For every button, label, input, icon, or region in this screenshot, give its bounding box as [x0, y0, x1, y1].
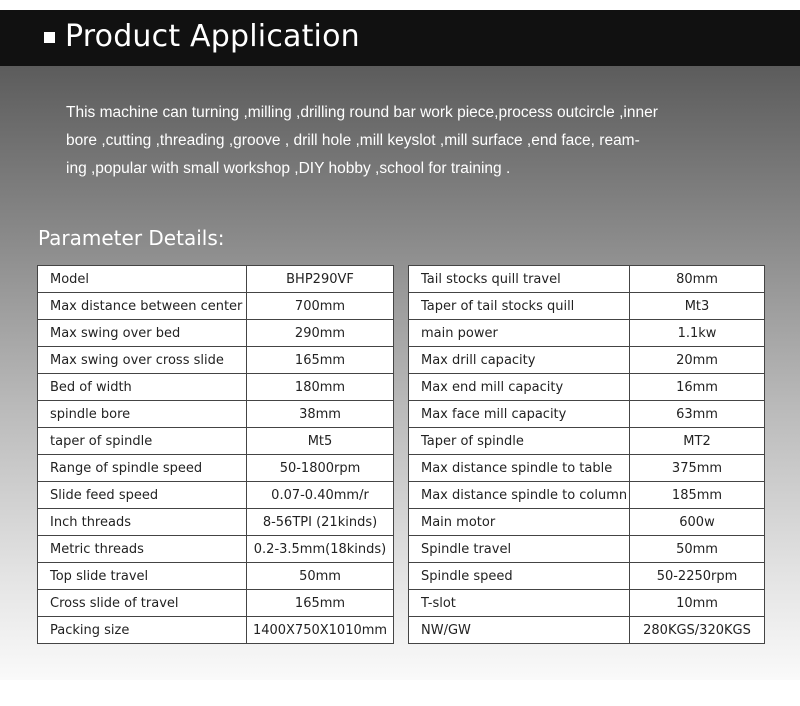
- table-row: [38, 455, 394, 482]
- parameter-value: 80mm: [630, 266, 765, 293]
- parameter-name: taper of spindle: [38, 428, 247, 455]
- table-row: [409, 617, 765, 644]
- parameter-value: 8-56TPI (21kinds): [247, 509, 394, 536]
- parameter-value: 700mm: [247, 293, 394, 320]
- parameter-value: 50mm: [630, 536, 765, 563]
- parameter-value: Mt5: [247, 428, 394, 455]
- table-row: [409, 401, 765, 428]
- table-row: [38, 374, 394, 401]
- parameter-value: 63mm: [630, 401, 765, 428]
- parameter-name: Spindle speed: [409, 563, 630, 590]
- table-row: [38, 293, 394, 320]
- table-row: [38, 563, 394, 590]
- parameter-value: 1400X750X1010mm: [247, 617, 394, 644]
- parameter-name: Top slide travel: [38, 563, 247, 590]
- parameter-name: Spindle travel: [409, 536, 630, 563]
- parameter-name: Taper of spindle: [409, 428, 630, 455]
- parameter-name: Taper of tail stocks quill: [409, 293, 630, 320]
- table-row: [38, 428, 394, 455]
- table-row: [409, 347, 765, 374]
- parameter-name: Slide feed speed: [38, 482, 247, 509]
- table-row: [409, 590, 765, 617]
- parameter-name: Tail stocks quill travel: [409, 266, 630, 293]
- parameter-name: Packing size: [38, 617, 247, 644]
- parameter-value: 280KGS/320KGS: [630, 617, 765, 644]
- parameter-name: Model: [38, 266, 247, 293]
- table-row: [38, 536, 394, 563]
- parameter-name: Max distance spindle to table: [409, 455, 630, 482]
- product-description: [66, 99, 676, 183]
- parameter-value: 165mm: [247, 347, 394, 374]
- parameter-details-heading: Parameter Details:: [38, 226, 225, 250]
- parameter-value: 180mm: [247, 374, 394, 401]
- parameter-value: 10mm: [630, 590, 765, 617]
- table-row: [409, 536, 765, 563]
- parameter-value: 0.2-3.5mm(18kinds): [247, 536, 394, 563]
- parameter-value: 600w: [630, 509, 765, 536]
- parameter-name: Max end mill capacity: [409, 374, 630, 401]
- parameter-name: T-slot: [409, 590, 630, 617]
- table-row: [38, 266, 394, 293]
- parameter-value: 38mm: [247, 401, 394, 428]
- parameter-value: 1.1kw: [630, 320, 765, 347]
- parameter-value: 16mm: [630, 374, 765, 401]
- description-line: This machine can turning ,milling ,drilling round bar work piece,process outcircle ,inner: [66, 104, 658, 121]
- parameter-value: MT2: [630, 428, 765, 455]
- parameter-name: Metric threads: [38, 536, 247, 563]
- table-row: [409, 563, 765, 590]
- parameter-name: Main motor: [409, 509, 630, 536]
- parameter-value: 290mm: [247, 320, 394, 347]
- description-line: bore ,cutting ,threading ,groove , drill hole ,mill keyslot ,mill surface ,end face, ream-: [66, 132, 640, 149]
- parameter-value: 375mm: [630, 455, 765, 482]
- description-line: ing ,popular with small workshop ,DIY hobby ,school for training .: [66, 160, 511, 177]
- table-row: [409, 428, 765, 455]
- parameter-name: Cross slide of travel: [38, 590, 247, 617]
- parameter-value: Mt3: [630, 293, 765, 320]
- parameter-name: Max drill capacity: [409, 347, 630, 374]
- table-row: [409, 455, 765, 482]
- parameter-name: Range of spindle speed: [38, 455, 247, 482]
- parameter-value: 185mm: [630, 482, 765, 509]
- parameter-value: 50-2250rpm: [630, 563, 765, 590]
- parameter-value: 20mm: [630, 347, 765, 374]
- table-row: [38, 482, 394, 509]
- parameter-name: NW/GW: [409, 617, 630, 644]
- table-row: [409, 482, 765, 509]
- parameter-name: Max distance between center: [38, 293, 247, 320]
- table-row: [38, 590, 394, 617]
- table-row: [409, 374, 765, 401]
- parameter-name: spindle bore: [38, 401, 247, 428]
- header-bar: [0, 10, 800, 66]
- bullet-square-icon: [44, 32, 55, 43]
- table-row: [38, 401, 394, 428]
- parameter-name: Max swing over bed: [38, 320, 247, 347]
- table-row: [38, 320, 394, 347]
- parameter-table-left: [37, 265, 394, 644]
- parameter-name: Bed of width: [38, 374, 247, 401]
- parameter-name: Max distance spindle to column: [409, 482, 630, 509]
- parameter-value: BHP290VF: [247, 266, 394, 293]
- parameter-value: 165mm: [247, 590, 394, 617]
- table-row: [409, 509, 765, 536]
- parameter-name: Max face mill capacity: [409, 401, 630, 428]
- parameter-table-right: [408, 265, 765, 644]
- table-row: [409, 320, 765, 347]
- parameter-name: Inch threads: [38, 509, 247, 536]
- table-row: [38, 509, 394, 536]
- table-row: [38, 347, 394, 374]
- parameter-value: 50mm: [247, 563, 394, 590]
- parameter-value: 50-1800rpm: [247, 455, 394, 482]
- parameter-value: 0.07-0.40mm/r: [247, 482, 394, 509]
- table-row: [409, 293, 765, 320]
- parameter-name: Max swing over cross slide: [38, 347, 247, 374]
- table-row: [409, 266, 765, 293]
- parameter-name: main power: [409, 320, 630, 347]
- page-title: Product Application: [65, 19, 360, 54]
- table-row: [38, 617, 394, 644]
